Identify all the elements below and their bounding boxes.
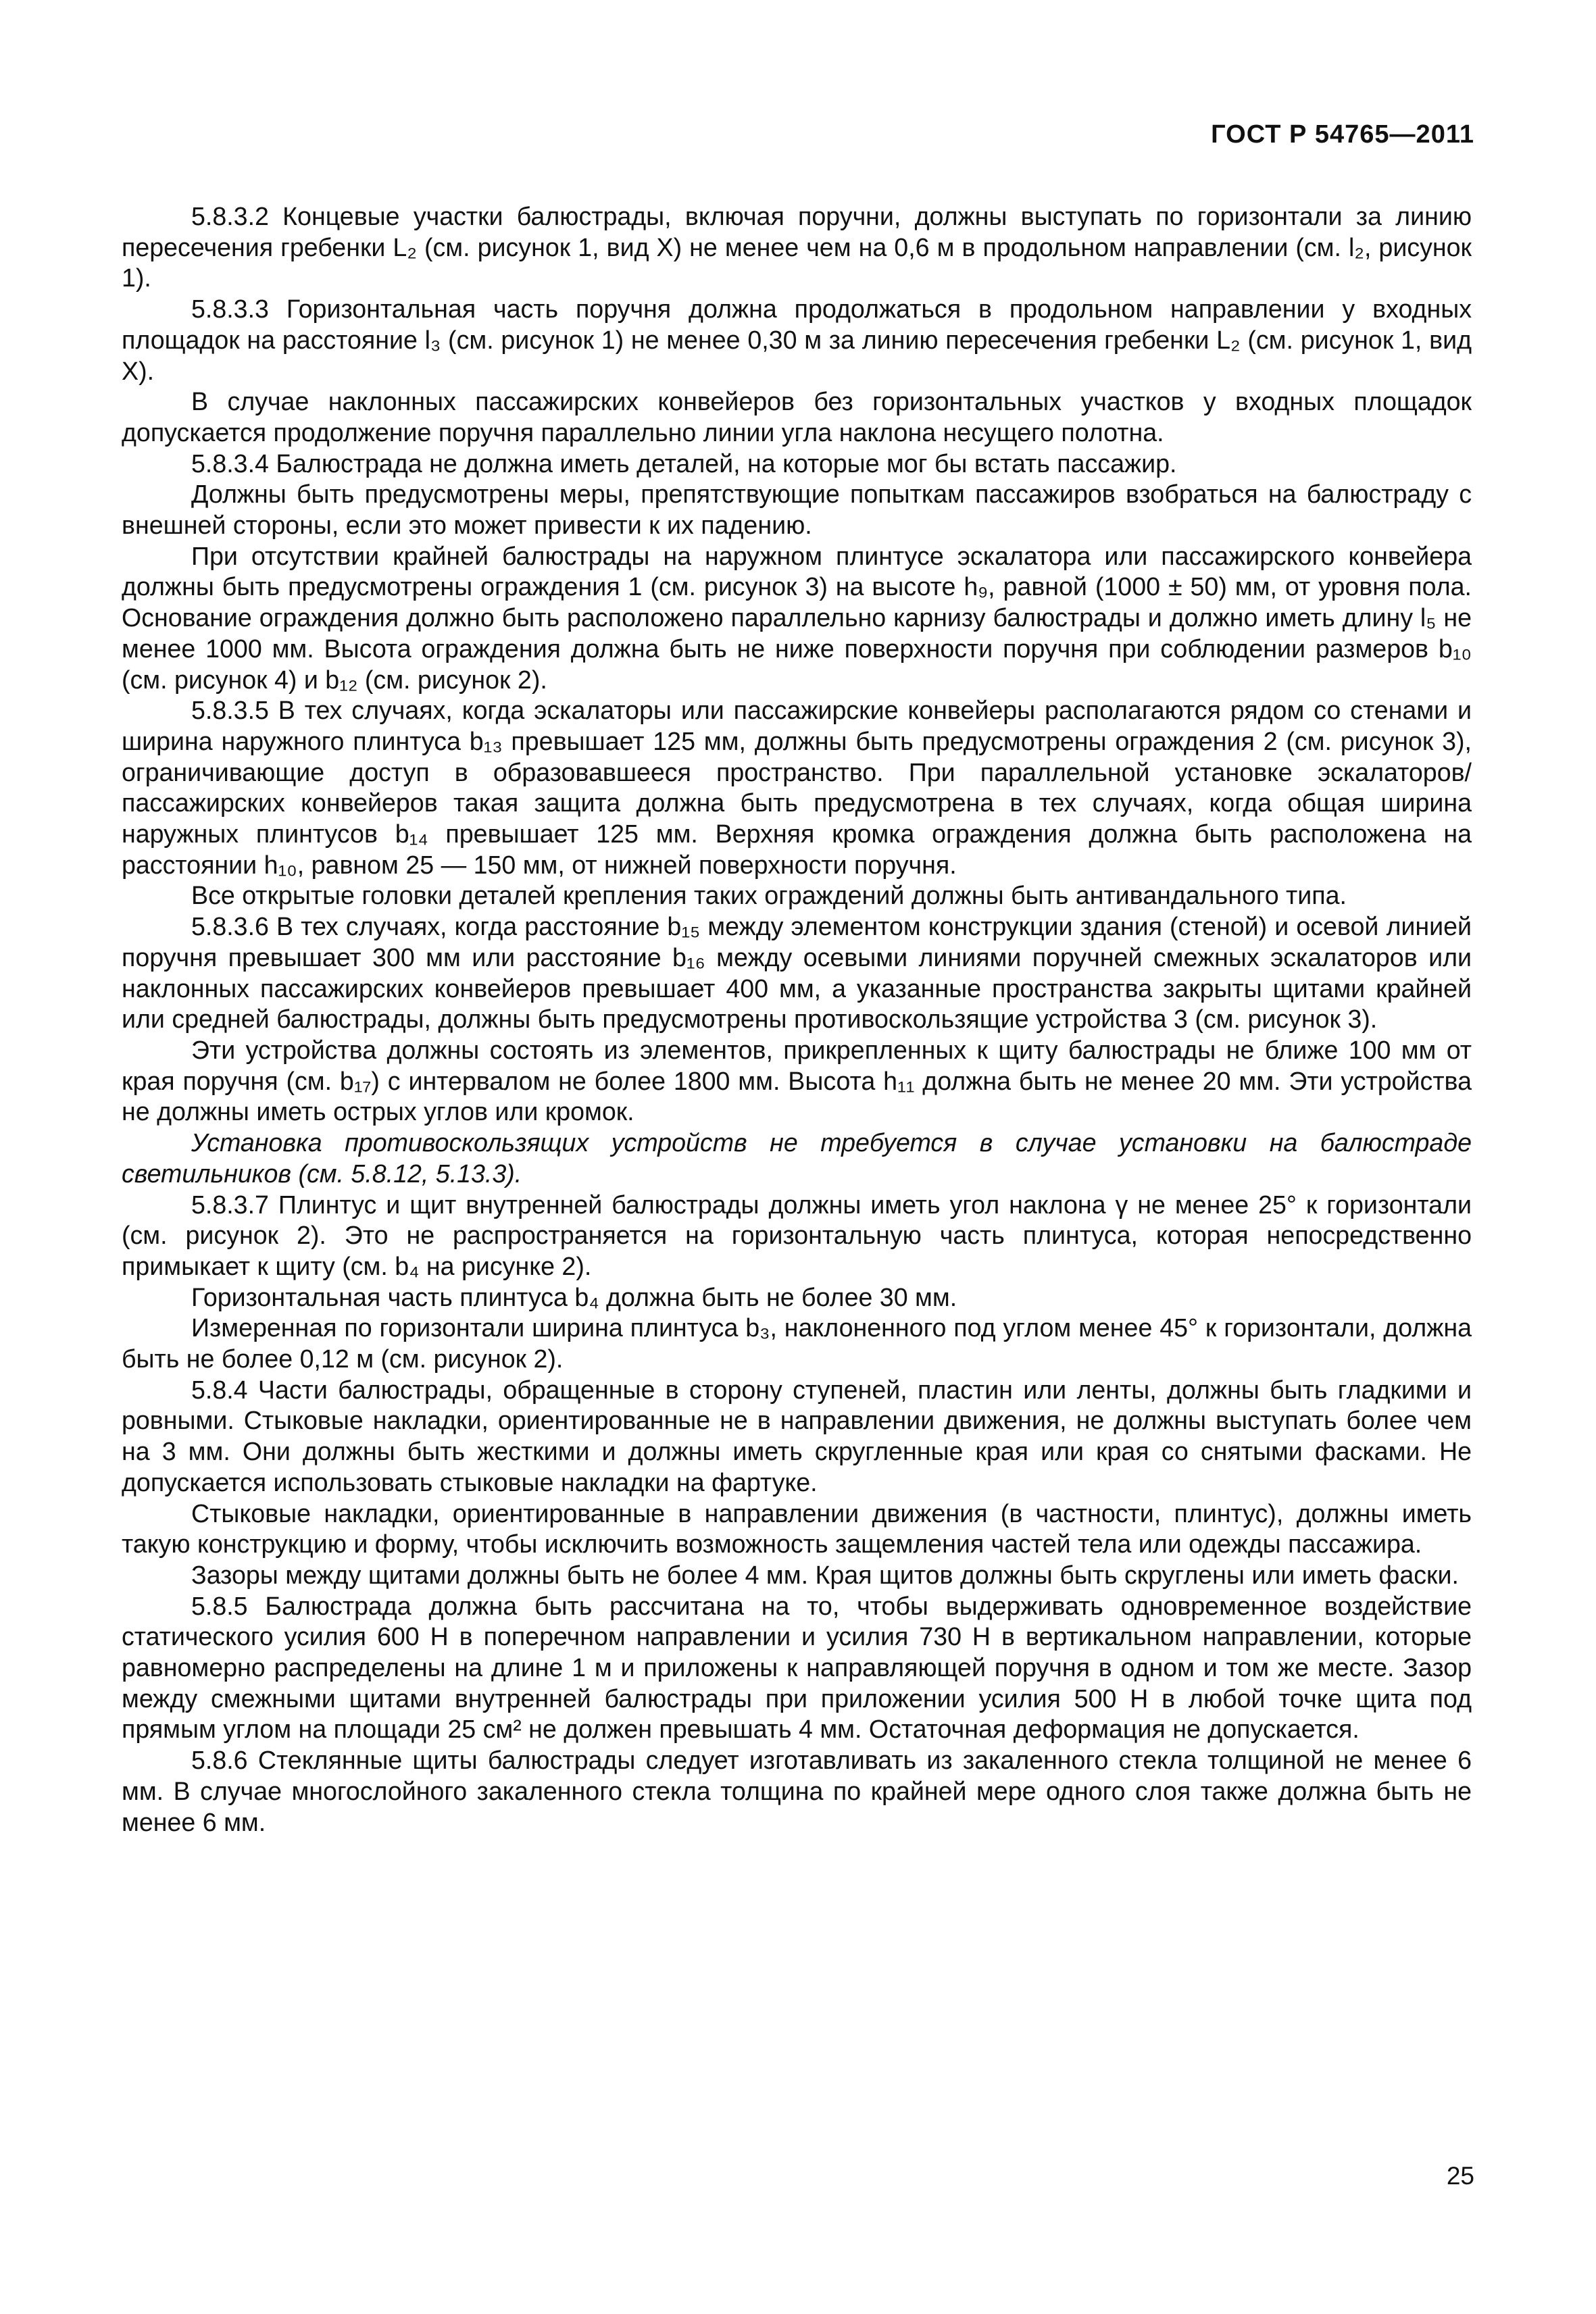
paragraph-5-8-6: 5.8.6 Стеклянные щиты балюстрады следует изготавливать из закаленного стекла толщиной не менее 6 мм. В случае многослойного закаленного стекла толщина по крайней мере одного слоя также должна быть не менее 6 мм. — [122, 1746, 1472, 1836]
paragraph-5-8-3-4: 5.8.3.4 Балюстрада не должна иметь деталей, на которые мог бы встать пассажир. — [191, 449, 1177, 478]
paragraph: При отсутствии крайней балюстрады на наружном плинтусе эскалатора или пассажирского конвейера должны быть предусмотрены ограждения 1 (см. рисунок 3) на высоте h₉, равной (1000 ± 50) мм, от уровня пола. Основание ограждения должно быть расположено параллельно карнизу балюстрады и должно иметь длину l₅ не менее 1000 мм. Высота ограждения должна быть не ниже поверхности поручня при соблюдении размеров b₁₀ (см. рисунок 4) и b₁₂ (см. рисунок 2). — [122, 541, 1472, 694]
paragraph: Стыковые накладки, ориентированные в направлении движения (в частности, плинтус), должны иметь такую конструкцию и форму, чтобы исключить возможность защемления частей тела или одежды пассажира. — [122, 1499, 1472, 1559]
document-body — [122, 201, 1472, 1838]
page-number: 25 — [1446, 2162, 1474, 2190]
paragraph-5-8-3-6: 5.8.3.6 В тех случаях, когда расстояние b₁₅ между элементом конструкции здания (стеной) и осевой линией поручня превышает 300 мм или расстояние b₁₆ между осевыми линиями поручней смежных эскалаторов или наклонных пассажирских конвейеров превышает 400 мм, а указанные пространства закрыты щитами крайней или средней балюстрады, должны быть предусмотрены противоскользящие устройства 3 (см. рисунок 3). — [122, 912, 1472, 1034]
paragraph-5-8-4: 5.8.4 Части балюстрады, обращенные в сторону ступеней, пластин или ленты, должны быть гладкими и ровными. Стыковые накладки, ориентированные не в направлении движения, не должны выступать более чем на 3 мм. Они должны быть жесткими и должны иметь скругленные края или края со снятыми фасками. Не допускается использовать стыковые накладки на фартуке. — [122, 1375, 1472, 1496]
paragraph: Должны быть предусмотрены меры, препятствующие попыткам пассажиров взобраться на балюстраду с внешней стороны, если это может привести к их падению. — [122, 480, 1472, 540]
paragraph: Все открытые головки деталей крепления таких ограждений должны быть антивандального типа. — [191, 881, 1347, 910]
paragraph: В случае наклонных пассажирских конвейеров без горизонтальных участков у входных площадок допускается продолжение поручня параллельно линии угла наклона несущего полотна. — [122, 387, 1472, 447]
paragraph-5-8-3-3: 5.8.3.3 Горизонтальная часть поручня должна продолжаться в продольном направлении у входных площадок на расстояние l₃ (см. рисунок 1) не менее 0,30 м за линию пересечения гребенки L₂ (см. рисунок 1, вид X). — [122, 295, 1472, 385]
paragraph: Измеренная по горизонтали ширина плинтуса b₃, наклоненного под углом менее 45° к горизонтали, должна быть не более 0,12 м (см. рисунок 2). — [122, 1313, 1472, 1374]
italic-note: Установка противоскользящих устройств не требуется в случае установки на балюстраде светильников (см. 5.8.12, 5.13.3). — [122, 1128, 1472, 1188]
paragraph: Эти устройства должны состоять из элементов, прикрепленных к щиту балюстрады не ближе 100 мм от края поручня (см. b₁₇) с интервалом не более 1800 мм. Высота h₁₁ должна быть не менее 20 мм. Эти устройства не должны иметь острых углов или кромок. — [122, 1035, 1472, 1126]
document-header: ГОСТ Р 54765—2011 — [1211, 120, 1474, 149]
paragraph-5-8-5: 5.8.5 Балюстрада должна быть рассчитана на то, чтобы выдерживать одновременное воздействие статического усилия 600 Н в поперечном направлении и усилия 730 Н в вертикальном направлении, которые равномерно распределены на длине 1 м и приложены к направляющей поручня в одном и том же месте. Зазор между смежными щитами внутренней балюстрады при приложении усилия 500 Н в любой точке щита под прямым углом на площади 25 см² не должен превышать 4 мм. Остаточная деформация не допускается. — [122, 1591, 1472, 1744]
paragraph: Горизонтальная часть плинтуса b₄ должна быть не более 30 мм. — [191, 1282, 957, 1311]
paragraph-5-8-3-7: 5.8.3.7 Плинтус и щит внутренней балюстрады должны иметь угол наклона γ не менее 25° к горизонтали (см. рисунок 2). Это не распространяется на горизонтальную часть плинтуса, которая непосредственно примыкает к щиту (см. b₄ на рисунке 2). — [122, 1190, 1472, 1280]
paragraph-5-8-3-5: 5.8.3.5 В тех случаях, когда эскалаторы или пассажирские конвейеры располагаются рядом со стенами и ширина наружного плинтуса b₁₃ превышает 125 мм, должны быть предусмотрены ограждения 2 (см. рисунок 3), ограничивающие доступ в образовавшееся пространство. При параллельной установке эскалаторов/пассажирских конвейеров такая защита должна быть предусмотрена в тех случаях, когда общая ширина наружных плинтусов b₁₄ превышает 125 мм. Верхняя кромка ограждения должна быть расположена на расстоянии h₁₀, равном 25 — 150 мм, от нижней поверхности поручня. — [122, 696, 1472, 879]
paragraph-5-8-3-2: 5.8.3.2 Концевые участки балюстрады, включая поручни, должны выступать по горизонтали за линию пересечения гребенки L₂ (см. рисунок 1, вид X) не менее чем на 0,6 м в продольном направлении (см. l₂, рисунок 1). — [122, 202, 1472, 293]
paragraph: Зазоры между щитами должны быть не более 4 мм. Края щитов должны быть скруглены или иметь фаски. — [191, 1560, 1459, 1589]
